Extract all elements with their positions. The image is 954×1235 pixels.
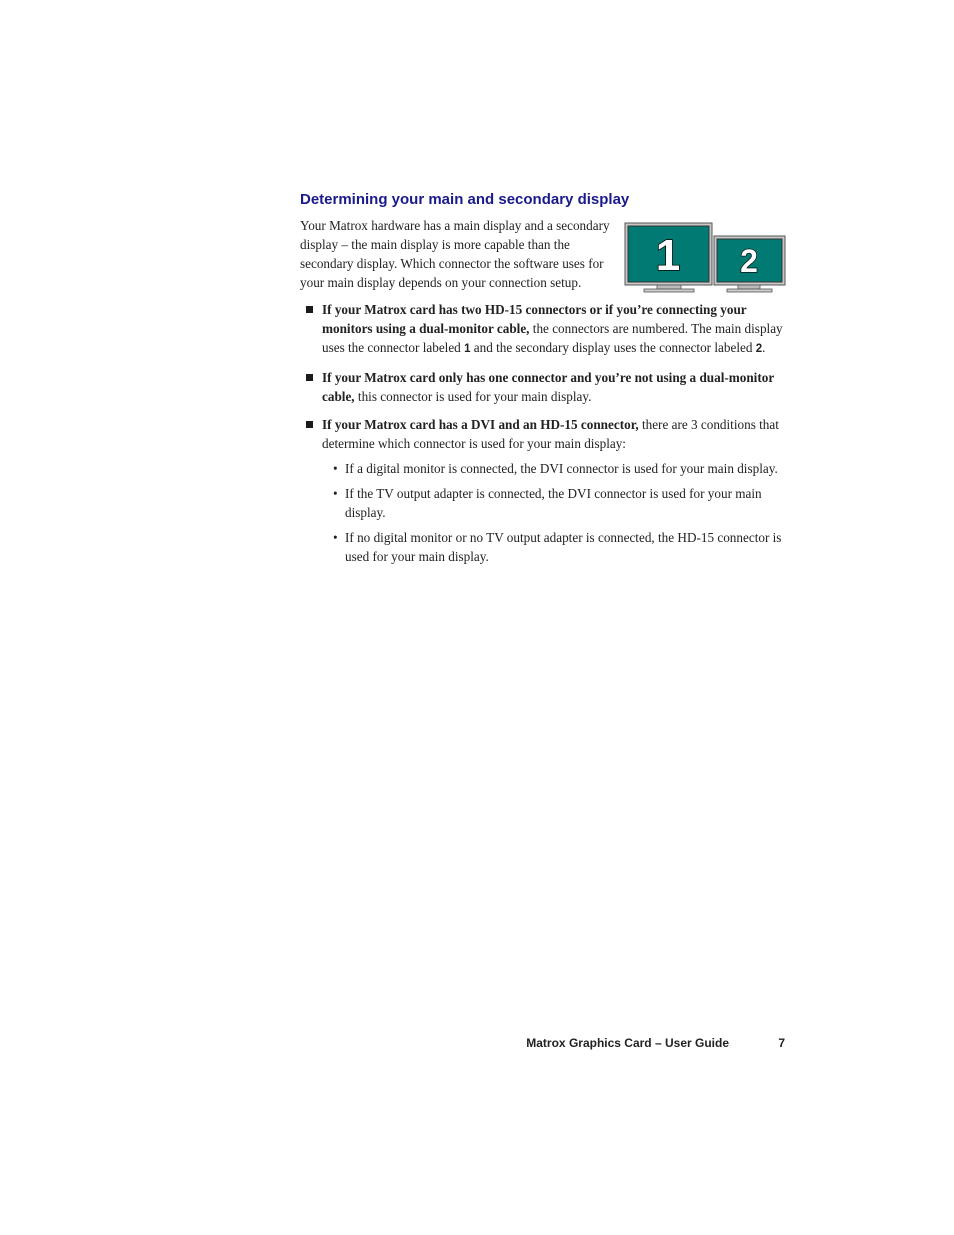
square-bullet-icon (306, 421, 313, 428)
dot-bullet-icon: • (333, 461, 338, 476)
dot-bullet-icon: • (333, 530, 338, 545)
bullet-text: and the secondary display uses the connector labeled (470, 340, 756, 355)
sub-item-text: If no digital monitor or no TV output adapter is connected, the HD-15 connector is used for your main display. (345, 530, 782, 564)
secondary-monitor-number: 2 (740, 243, 758, 279)
footer-title: Matrox Graphics Card – User Guide (526, 1036, 729, 1050)
square-bullet-icon (306, 306, 313, 313)
bullet-lead: If your Matrox card has two HD-15 connectors or if you’re connecting your monitors using a dual-monitor cable, (322, 302, 747, 336)
secondary-monitor-icon (714, 236, 785, 292)
page-number: 7 (778, 1036, 785, 1050)
list-item (300, 368, 786, 406)
list-item (300, 300, 786, 359)
list-item (300, 415, 786, 566)
main-monitor-number: 1 (655, 231, 681, 280)
bullet-lead: If your Matrox card has a DVI and an HD-15 connector, (322, 417, 639, 432)
square-bullet-icon (306, 374, 313, 381)
main-monitor-icon (625, 223, 712, 292)
connector-label-1: 1 (464, 343, 471, 355)
sub-list-item (333, 484, 786, 522)
dot-bullet-icon: • (333, 486, 338, 501)
bullet-text: there are 3 conditions that determine which connector is used for your main display: (322, 417, 779, 451)
sub-list (333, 459, 786, 566)
sub-list-item (333, 459, 786, 478)
bullet-text: this connector is used for your main display. (354, 389, 592, 404)
bullet-lead: If your Matrox card only has one connector and you’re not using a dual-monitor cable, (322, 370, 774, 404)
bullet-text: the connectors are numbered. The main display uses the connector labeled (322, 321, 783, 355)
section-heading: Determining your main and secondary display (300, 191, 630, 208)
bullet-text: . (762, 340, 766, 355)
sub-item-text: If the TV output adapter is connected, the DVI connector is used for your main display. (345, 486, 762, 520)
sub-list-item (333, 528, 786, 566)
bullet-list (300, 300, 786, 575)
intro-paragraph: Your Matrox hardware has a main display and a secondary display – the main display is more capable than the secondary display. Which connector the software uses for your main display depends on your connection setup. (300, 218, 610, 290)
connector-label-2: 2 (755, 343, 763, 355)
dual-monitor-illustration (624, 221, 786, 295)
sub-item-text: If a digital monitor is connected, the DVI connector is used for your main display. (345, 461, 778, 476)
